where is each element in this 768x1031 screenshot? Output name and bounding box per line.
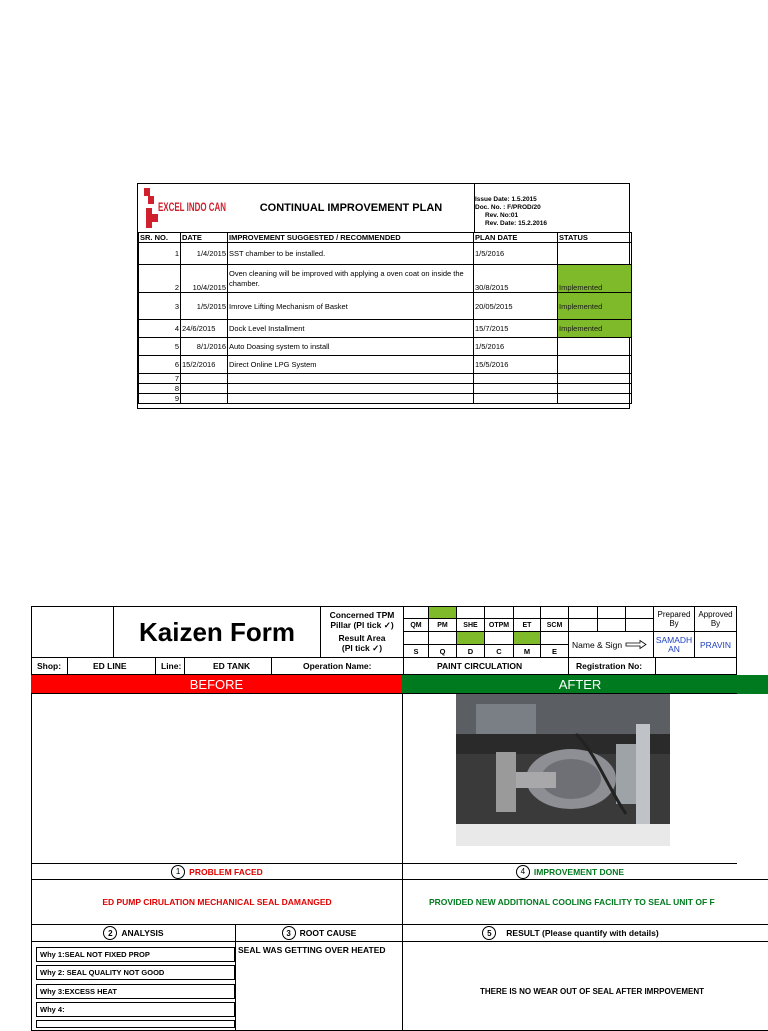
- table-row: [139, 320, 632, 338]
- problem-text: ED PUMP CIRULATION MECHANICAL SEAL DAMANGED: [31, 879, 403, 925]
- row-sr: 6: [139, 356, 181, 374]
- tick-cell: [568, 618, 598, 632]
- row-improvement: Imrove Lifting Mechanism of Basket: [228, 293, 474, 320]
- row-improvement: SST chamber to be installed.: [228, 243, 474, 265]
- result-body: [402, 941, 768, 1031]
- improvement-header: [402, 863, 737, 880]
- analysis-header: [31, 924, 236, 942]
- shop-value: ED LINE: [93, 661, 127, 671]
- row-plan-date: 1/5/2016: [474, 338, 558, 356]
- problem-label: PROBLEM FACED: [189, 866, 263, 877]
- approved-by-name: PRAVIN: [694, 631, 737, 658]
- result-s: S: [403, 644, 429, 658]
- pillar-otpm: OTPM: [484, 618, 514, 632]
- prepared-by-label: Prepared By: [653, 606, 695, 632]
- circle-number-icon: 3: [282, 926, 296, 940]
- row-plan-date: 15/5/2016: [474, 356, 558, 374]
- row-status: Implemented: [558, 265, 632, 293]
- row-status: [558, 394, 632, 404]
- table-row: [139, 293, 632, 320]
- document-meta: [474, 184, 630, 232]
- col-plan-date: PLAN DATE: [474, 233, 558, 243]
- table-row: [139, 374, 632, 384]
- root-cause-label: ROOT CAUSE: [299, 928, 357, 938]
- shop-label: Shop:: [37, 661, 62, 671]
- divider: [67, 657, 68, 675]
- line-label: Line:: [161, 661, 182, 671]
- tick-grid: [403, 606, 654, 658]
- issue-date: Issue Date: 1.5.2015: [475, 196, 537, 203]
- row-plan-date: [474, 394, 558, 404]
- name-sign-label: Name & Sign: [572, 639, 623, 650]
- improvement-label: IMPROVEMENT DONE: [533, 866, 625, 877]
- operation-value: PAINT CIRCULATION: [437, 661, 523, 671]
- result-m: M: [513, 644, 541, 658]
- tpm-label-2: Pillar (Pl tick ✓): [330, 619, 394, 630]
- row-improvement: Dock Level Installment: [228, 320, 474, 338]
- plan-table-header: [139, 233, 632, 243]
- rev-date: Rev. Date: 15.2.2016: [485, 220, 548, 227]
- row-date: [181, 374, 228, 384]
- before-label: BEFORE: [189, 677, 244, 692]
- row-date: 15/2/2016: [181, 356, 228, 374]
- row-improvement: [228, 394, 474, 404]
- row-status: Implemented: [558, 293, 632, 320]
- row-sr: 4: [139, 320, 181, 338]
- row-plan-date: 1/5/2016: [474, 243, 558, 265]
- pillar-et: ET: [513, 618, 541, 632]
- divider: [271, 657, 272, 675]
- before-photo-panel: [31, 693, 403, 864]
- kaizen-form: [31, 606, 768, 1024]
- tick-cell: [625, 618, 654, 632]
- row-plan-date: 15/7/2015: [474, 320, 558, 338]
- table-row: [139, 265, 632, 293]
- why-3[interactable]: Why 3:EXCESS HEAT: [36, 984, 235, 999]
- row-date: 1/5/2015: [181, 293, 228, 320]
- col-sr-no: SR. NO.: [139, 233, 181, 243]
- tpm-label-1: Concerned TPM: [329, 610, 395, 620]
- pillar-qm: QM: [403, 618, 429, 632]
- row-date: 8/1/2016: [181, 338, 228, 356]
- result-label: RESULT (Please quantify with details): [506, 928, 659, 938]
- prepared-by-name: SAMADHAN: [653, 631, 695, 658]
- result-c: C: [484, 644, 514, 658]
- improvement-text: PROVIDED NEW ADDITIONAL COOLING FACILITY TO SEAL UNIT OF F: [402, 879, 768, 925]
- problem-header: [31, 863, 403, 880]
- circle-number-icon: 5: [482, 926, 496, 940]
- table-row: [139, 338, 632, 356]
- tick-cell-m[interactable]: [513, 631, 541, 645]
- result-d: D: [456, 644, 485, 658]
- row-status: [558, 374, 632, 384]
- after-bar: [402, 675, 768, 694]
- result-label-2: (Pl tick ✓): [341, 642, 383, 653]
- registration-label: Registration No:: [576, 661, 643, 671]
- divider: [155, 657, 156, 675]
- spacer: [737, 694, 768, 695]
- row-sr: 3: [139, 293, 181, 320]
- row-status: [558, 384, 632, 394]
- tick-cell[interactable]: [428, 631, 457, 645]
- why-5[interactable]: [36, 1020, 235, 1028]
- before-bar: [31, 675, 402, 694]
- row-plan-date: 30/8/2015: [474, 265, 558, 293]
- kaizen-title: Kaizen Form: [113, 606, 321, 658]
- root-cause-body: [235, 941, 403, 1031]
- result-label-1: Result Area: [338, 633, 386, 643]
- rev-no: Rev. No:01: [485, 212, 519, 219]
- why-4[interactable]: Why 4:: [36, 1002, 235, 1017]
- row-improvement: Auto Doasing system to install: [228, 338, 474, 356]
- row-plan-date: [474, 384, 558, 394]
- row-status: Implemented: [558, 320, 632, 338]
- result-text: THERE IS NO WEAR OUT OF SEAL AFTER IMRPOVEMENT: [480, 987, 705, 996]
- row-status: [558, 356, 632, 374]
- analysis-body: [31, 941, 236, 1031]
- table-row: [139, 384, 632, 394]
- row-sr: 9: [139, 394, 181, 404]
- row-improvement: Oven cleaning will be improved with applying a oven coat on inside the chamber.: [228, 265, 474, 293]
- tick-cell[interactable]: [484, 631, 514, 645]
- row-status: [558, 243, 632, 265]
- col-date: DATE: [181, 233, 228, 243]
- row-sr: 1: [139, 243, 181, 265]
- row-sr: 7: [139, 374, 181, 384]
- pillar-pm: PM: [428, 618, 457, 632]
- approved-by-label: Approved By: [694, 606, 737, 632]
- table-row: [139, 356, 632, 374]
- after-label: AFTER: [558, 677, 602, 692]
- pillar-scm: SCM: [540, 618, 569, 632]
- company-logo: [138, 184, 228, 232]
- arrow-right-icon: [625, 640, 647, 649]
- circle-number-icon: 2: [103, 926, 117, 940]
- root-cause-text: SEAL WAS GETTING OVER HEATED: [238, 945, 386, 955]
- divider: [568, 657, 569, 675]
- after-pump-photo: [456, 694, 670, 846]
- name-sign-cell: [568, 631, 654, 658]
- company-logo-text: EXCEL INDO CAN: [158, 200, 226, 214]
- col-status: STATUS: [558, 233, 632, 243]
- row-status: [558, 338, 632, 356]
- plan-title: CONTINUAL IMPROVEMENT PLAN: [259, 202, 443, 214]
- pillar-she: SHE: [456, 618, 485, 632]
- result-header: [402, 924, 768, 942]
- operation-label: Operation Name:: [303, 661, 372, 671]
- circle-number-icon: 1: [171, 865, 185, 879]
- row-improvement: [228, 384, 474, 394]
- row-date: 10/4/2015: [181, 265, 228, 293]
- line-value: ED TANK: [213, 661, 251, 671]
- table-row: [139, 394, 632, 404]
- result-q: Q: [428, 644, 457, 658]
- row-sr: 8: [139, 384, 181, 394]
- root-cause-header: [235, 924, 403, 942]
- tick-cell[interactable]: [540, 631, 569, 645]
- row-date: [181, 394, 228, 404]
- tick-cell-d[interactable]: [456, 631, 485, 645]
- why-1[interactable]: Why 1:SEAL NOT FIXED PROP: [36, 947, 235, 962]
- why-2[interactable]: Why 2: SEAL QUALITY NOT GOOD: [36, 965, 235, 980]
- row-plan-date: [474, 374, 558, 384]
- tpm-labels: [320, 606, 404, 658]
- kaizen-logo-area: [31, 606, 114, 658]
- col-improvement: IMPROVEMENT SUGGESTED / RECOMMENDED: [228, 233, 474, 243]
- improvement-plan-sheet: [137, 183, 630, 409]
- row-sr: 2: [139, 265, 181, 293]
- plan-table: [138, 232, 632, 404]
- divider: [403, 657, 404, 675]
- row-sr: 5: [139, 338, 181, 356]
- analysis-label: ANALYSIS: [121, 928, 164, 938]
- divider: [655, 657, 656, 675]
- table-row: [139, 243, 632, 265]
- row-date: [181, 384, 228, 394]
- tick-cell[interactable]: [403, 631, 429, 645]
- row-date: 1/4/2015: [181, 243, 228, 265]
- result-e: E: [540, 644, 569, 658]
- doc-no: Doc. No. : F/PROD/20: [475, 204, 541, 211]
- row-plan-date: 20/05/2015: [474, 293, 558, 320]
- tick-cell: [597, 618, 626, 632]
- row-date: 24/6/2015: [181, 320, 228, 338]
- row-improvement: Direct Online LPG System: [228, 356, 474, 374]
- circle-number-icon: 4: [516, 865, 530, 879]
- row-improvement: [228, 374, 474, 384]
- divider: [184, 657, 185, 675]
